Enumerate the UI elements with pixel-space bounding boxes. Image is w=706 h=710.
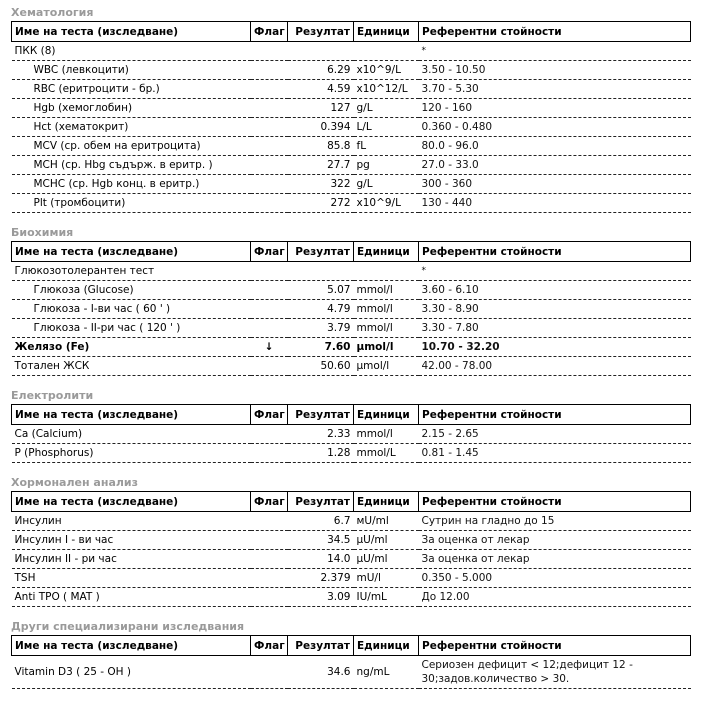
reference: 80.0 - 96.0 <box>419 137 691 156</box>
test-name: P (Phosphorus) <box>12 444 251 463</box>
header-test-name: Име на теста (изследване) <box>12 492 251 512</box>
result: 3.79 <box>288 319 354 338</box>
table-row <box>12 550 691 569</box>
table-header-row <box>12 492 691 512</box>
flag <box>251 656 288 689</box>
result: 4.79 <box>288 300 354 319</box>
reference: До 12.00 <box>419 588 691 607</box>
reference: 42.00 - 78.00 <box>419 357 691 376</box>
reference: 120 - 160 <box>419 99 691 118</box>
flag <box>251 588 288 607</box>
result: 50.60 <box>288 357 354 376</box>
table-row <box>12 300 691 319</box>
table-header-row <box>12 636 691 656</box>
table-row <box>12 156 691 175</box>
header-reference: Референтни стойности <box>419 405 691 425</box>
section-title: Хормонален анализ <box>11 476 139 489</box>
reference: За оценка от лекар <box>419 531 691 550</box>
table-row <box>12 80 691 99</box>
reference: * <box>419 262 691 281</box>
result: 27.7 <box>288 156 354 175</box>
flag <box>251 61 288 80</box>
flag <box>251 281 288 300</box>
units: pg <box>354 156 419 175</box>
header-units: Единици <box>354 492 419 512</box>
reference: 0.350 - 5.000 <box>419 569 691 588</box>
flag <box>251 425 288 444</box>
header-reference: Референтни стойности <box>419 636 691 656</box>
results-table <box>11 635 691 689</box>
flag <box>251 550 288 569</box>
flag <box>251 42 288 61</box>
flag <box>251 300 288 319</box>
units <box>354 42 419 61</box>
units: ng/mL <box>354 656 419 689</box>
table-row <box>12 656 691 689</box>
header-units: Единици <box>354 22 419 42</box>
table-row <box>12 425 691 444</box>
header-result: Резултат <box>288 636 354 656</box>
results-table <box>11 21 691 213</box>
units: mmol/l <box>354 425 419 444</box>
test-name: Желязо (Fe) <box>12 338 251 357</box>
units: x10^9/L <box>354 61 419 80</box>
test-name: Инсулин II - ри час <box>12 550 251 569</box>
test-name: Hgb (хемоглобин) <box>12 99 251 118</box>
header-test-name: Име на теста (изследване) <box>12 405 251 425</box>
section-title: Други специализирани изследвания <box>11 620 245 633</box>
test-name: MCH (ср. Hbg съдърж. в еритр. ) <box>12 156 251 175</box>
flag <box>251 319 288 338</box>
flag <box>251 99 288 118</box>
units: mmol/L <box>354 444 419 463</box>
section-other-specialized <box>11 618 691 689</box>
units: fL <box>354 137 419 156</box>
flag <box>251 156 288 175</box>
test-name: Ca (Calcium) <box>12 425 251 444</box>
result: 34.6 <box>288 656 354 689</box>
result: 6.29 <box>288 61 354 80</box>
header-reference: Референтни стойности <box>419 492 691 512</box>
header-flag: Флаг <box>251 492 288 512</box>
test-name: Plt (тромбоцити) <box>12 194 251 213</box>
section-hormonal <box>11 474 691 607</box>
table-row <box>12 194 691 213</box>
test-name: Глюкоза - I-ви час ( 60 ' ) <box>12 300 251 319</box>
reference: 3.70 - 5.30 <box>419 80 691 99</box>
results-table <box>11 241 691 376</box>
test-name: MCHC (ср. Hgb конц. в еритр.) <box>12 175 251 194</box>
result: 4.59 <box>288 80 354 99</box>
header-flag: Флаг <box>251 22 288 42</box>
header-flag: Флаг <box>251 405 288 425</box>
result <box>288 42 354 61</box>
test-name: Hct (хематокрит) <box>12 118 251 137</box>
units: x10^12/L <box>354 80 419 99</box>
header-result: Резултат <box>288 22 354 42</box>
table-row <box>12 281 691 300</box>
units: IU/mL <box>354 588 419 607</box>
reference: 27.0 - 33.0 <box>419 156 691 175</box>
header-reference: Референтни стойности <box>419 242 691 262</box>
units <box>354 262 419 281</box>
reference: 300 - 360 <box>419 175 691 194</box>
reference: Сериозен дефицит < 12;дефицит 12 - 30;задов.количество > 30. <box>419 656 691 689</box>
result: 14.0 <box>288 550 354 569</box>
results-table <box>11 491 691 607</box>
test-name: Глюкозотолерантен тест <box>12 262 251 281</box>
reference: 130 - 440 <box>419 194 691 213</box>
result: 7.60 <box>288 338 354 357</box>
header-reference: Референтни стойности <box>419 22 691 42</box>
test-name: Глюкоза - II-ри час ( 120 ' ) <box>12 319 251 338</box>
result: 3.09 <box>288 588 354 607</box>
test-name: Инсулин <box>12 512 251 531</box>
result: 1.28 <box>288 444 354 463</box>
test-name: ПКК (8) <box>12 42 251 61</box>
section-biochemistry <box>11 224 691 376</box>
header-result: Резултат <box>288 492 354 512</box>
header-test-name: Име на теста (изследване) <box>12 22 251 42</box>
flag <box>251 118 288 137</box>
units: mmol/l <box>354 281 419 300</box>
result: 5.07 <box>288 281 354 300</box>
test-name: Vitamin D3 ( 25 - OH ) <box>12 656 251 689</box>
reference: 3.30 - 7.80 <box>419 319 691 338</box>
units: mmol/l <box>354 319 419 338</box>
units: g/L <box>354 99 419 118</box>
table-header-row <box>12 22 691 42</box>
flag <box>251 80 288 99</box>
flag <box>251 569 288 588</box>
result: 272 <box>288 194 354 213</box>
table-row <box>12 61 691 80</box>
reference: 0.360 - 0.480 <box>419 118 691 137</box>
test-name: TSH <box>12 569 251 588</box>
results-table <box>11 404 691 463</box>
table-row <box>12 42 691 61</box>
header-test-name: Име на теста (изследване) <box>12 242 251 262</box>
test-name: Глюкоза (Glucose) <box>12 281 251 300</box>
section-title: Електролити <box>11 389 94 402</box>
header-flag: Флаг <box>251 636 288 656</box>
flag <box>251 512 288 531</box>
table-row <box>12 512 691 531</box>
reference: 3.60 - 6.10 <box>419 281 691 300</box>
table-row <box>12 531 691 550</box>
table-row-abnormal <box>12 338 691 357</box>
units: mmol/l <box>354 300 419 319</box>
low-flag-arrow-down-icon: ↓ <box>251 338 288 357</box>
table-row <box>12 319 691 338</box>
reference: 0.81 - 1.45 <box>419 444 691 463</box>
section-hematology <box>11 4 691 213</box>
reference: 10.70 - 32.20 <box>419 338 691 357</box>
flag <box>251 357 288 376</box>
flag <box>251 194 288 213</box>
table-row <box>12 357 691 376</box>
result: 127 <box>288 99 354 118</box>
units: µmol/l <box>354 357 419 376</box>
result: 6.7 <box>288 512 354 531</box>
table-row <box>12 262 691 281</box>
reference: 3.30 - 8.90 <box>419 300 691 319</box>
reference: 3.50 - 10.50 <box>419 61 691 80</box>
result: 34.5 <box>288 531 354 550</box>
header-result: Резултат <box>288 242 354 262</box>
reference: * <box>419 42 691 61</box>
header-result: Резултат <box>288 405 354 425</box>
reference: За оценка от лекар <box>419 550 691 569</box>
units: L/L <box>354 118 419 137</box>
table-row <box>12 588 691 607</box>
table-row <box>12 569 691 588</box>
units: µU/ml <box>354 550 419 569</box>
test-name: Инсулин I - ви час <box>12 531 251 550</box>
table-row <box>12 118 691 137</box>
units: mU/l <box>354 569 419 588</box>
table-row <box>12 175 691 194</box>
test-name: Anti TPO ( MAT ) <box>12 588 251 607</box>
result: 0.394 <box>288 118 354 137</box>
table-row <box>12 137 691 156</box>
units: µmol/l <box>354 338 419 357</box>
units: µU/ml <box>354 531 419 550</box>
units: g/L <box>354 175 419 194</box>
result: 2.33 <box>288 425 354 444</box>
table-header-row <box>12 242 691 262</box>
result: 2.379 <box>288 569 354 588</box>
test-name: Тотален ЖСК <box>12 357 251 376</box>
header-flag: Флаг <box>251 242 288 262</box>
flag <box>251 444 288 463</box>
result: 322 <box>288 175 354 194</box>
section-title: Хематология <box>11 6 94 19</box>
header-units: Единици <box>354 242 419 262</box>
section-title: Биохимия <box>11 226 74 239</box>
section-electrolytes <box>11 387 691 463</box>
test-name: MCV (ср. обем на еритроцита) <box>12 137 251 156</box>
test-name: RBC (еритроцити - бр.) <box>12 80 251 99</box>
table-header-row <box>12 405 691 425</box>
units: мU/ml <box>354 512 419 531</box>
test-name: WBC (левкоцити) <box>12 61 251 80</box>
header-units: Единици <box>354 405 419 425</box>
reference: 2.15 - 2.65 <box>419 425 691 444</box>
flag <box>251 137 288 156</box>
header-test-name: Име на теста (изследване) <box>12 636 251 656</box>
flag <box>251 262 288 281</box>
flag <box>251 531 288 550</box>
result <box>288 262 354 281</box>
header-units: Единици <box>354 636 419 656</box>
table-row <box>12 99 691 118</box>
result: 85.8 <box>288 137 354 156</box>
units: x10^9/L <box>354 194 419 213</box>
flag <box>251 175 288 194</box>
table-row <box>12 444 691 463</box>
reference: Сутрин на гладно до 15 <box>419 512 691 531</box>
